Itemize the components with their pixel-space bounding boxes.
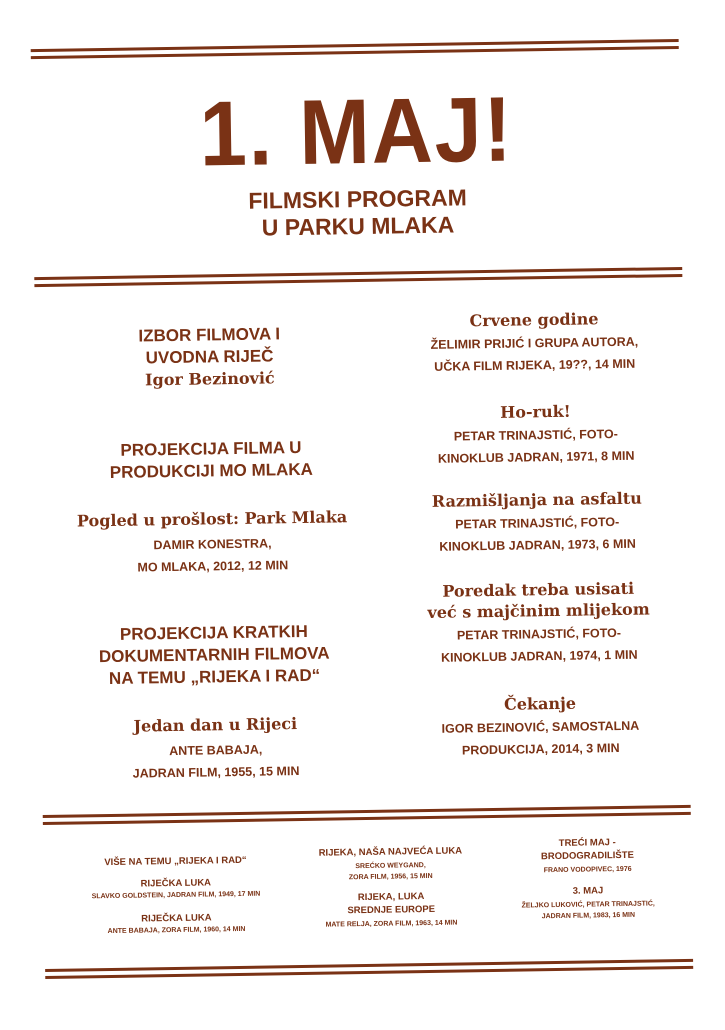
bottom-film-credits: SREĆKO WEYGAND, bbox=[355, 862, 426, 871]
film-credits: PETAR TRINAJSTIĆ, FOTO- bbox=[456, 625, 622, 643]
intro-heading-line: UVODNA RIJEČ bbox=[145, 346, 274, 368]
subtitle-line: U PARKU MLAKA bbox=[261, 211, 455, 241]
upper-double-rule bbox=[34, 267, 682, 287]
section-heading-line: PROJEKCIJA FILMA U bbox=[120, 437, 302, 460]
film-credits: ŽELIMIR PRIJIĆ I GRUPA AUTORA, bbox=[430, 334, 639, 352]
bottom-film-credits: MATE RELJA, ZORA FILM, 1963, 14 MIN bbox=[325, 919, 458, 929]
bottom-heading: VIŠE NA TEMU „RIJEKA I RAD“ bbox=[104, 854, 247, 869]
film-title: Crvene godine bbox=[469, 309, 599, 331]
film-credits: MO MLAKA, 2012, 12 MIN bbox=[137, 558, 289, 575]
film-credits: IGOR BEZINOVIĆ, SAMOSTALNA bbox=[441, 718, 640, 736]
bottom-film-title: RIJEČKA LUKA bbox=[140, 877, 212, 890]
bottom-col-1 bbox=[75, 853, 276, 937]
film-ho-ruk bbox=[386, 399, 685, 471]
film-credits: PETAR TRINAJSTIĆ, FOTO- bbox=[455, 514, 620, 532]
bottom-film-credits: ŽELJKO LUKOVIĆ, PETAR TRINAJSTIĆ, bbox=[521, 900, 655, 910]
intro-block bbox=[59, 322, 360, 392]
film-credits: KINOKLUB JADRAN, 1974, 1 MIN bbox=[440, 647, 638, 665]
bottom-film-title: SREDNJE EUROPE bbox=[347, 903, 436, 917]
bottom-film-credits: SLAVKO GOLDSTEIN, JADRAN FILM, 1949, 17 MIN bbox=[91, 890, 261, 901]
film-title: Ho-ruk! bbox=[499, 401, 571, 422]
section-mo-mlaka bbox=[61, 436, 362, 485]
film-title: Razmišljanja na asfaltu bbox=[431, 488, 642, 511]
bottom-film-credits: ZORA FILM, 1956, 15 MIN bbox=[348, 872, 433, 882]
film-credits: DAMIR KONESTRA, bbox=[153, 536, 272, 553]
film-pogled-u-proslost bbox=[62, 506, 363, 580]
film-jedan-dan-u-rijeci bbox=[65, 712, 366, 786]
film-credits: ANTE BABAJA, bbox=[169, 742, 263, 759]
intro-heading-line: IZBOR FILMOVA I bbox=[138, 324, 281, 346]
top-double-rule bbox=[31, 39, 679, 59]
bottom-film-title: TREĆI MAJ - bbox=[558, 837, 616, 849]
film-credits: KINOKLUB JADRAN, 1971, 8 MIN bbox=[437, 448, 635, 466]
intro-name: Igor Bezinović bbox=[144, 368, 275, 390]
film-credits: PRODUKCIJA, 2014, 3 MIN bbox=[461, 740, 620, 758]
film-title: Jedan dan u Rijeci bbox=[133, 714, 298, 736]
film-title: Pogled u prošlost: Park Mlaka bbox=[76, 507, 348, 531]
subtitle-line: FILMSKI PROGRAM bbox=[248, 184, 468, 214]
section-rijeka-i-rad bbox=[64, 620, 365, 691]
section-heading-line: PROJEKCIJA KRATKIH bbox=[119, 621, 309, 644]
film-credits: KINOKLUB JADRAN, 1973, 6 MIN bbox=[439, 536, 636, 554]
bottom-film-title: RIJEKA, NAŠA NAJVEĆA LUKA bbox=[318, 845, 463, 859]
film-credits: JADRAN FILM, 1955, 15 MIN bbox=[132, 764, 300, 781]
film-razmisljanja-na-asfaltu bbox=[388, 487, 687, 559]
film-poredak-treba-usisati bbox=[389, 577, 688, 670]
poster-title: 1. MAJ! bbox=[198, 78, 515, 186]
film-credits: UČKA FILM RIJEKA, 19??, 14 MIN bbox=[434, 356, 636, 374]
poster-subtitle bbox=[0, 180, 721, 245]
lower-double-rule bbox=[43, 805, 691, 825]
bottom-col-3 bbox=[497, 835, 678, 923]
bottom-film-title: BRODOGRADILIŠTE bbox=[540, 849, 634, 863]
film-credits: PETAR TRINAJSTIĆ, FOTO- bbox=[453, 426, 618, 444]
section-heading-line: NA TEMU „RIJEKA I RAD“ bbox=[108, 665, 321, 689]
bottom-col-2 bbox=[295, 844, 486, 931]
bottom-film-title: RIJEKA, LUKA bbox=[357, 891, 425, 904]
film-title: već s majčinim mlijekom bbox=[427, 599, 650, 622]
bottom-film-credits: FRANO VODOPIVEC, 1976 bbox=[543, 865, 632, 875]
bottom-double-rule bbox=[45, 959, 693, 979]
bottom-film-title: 3. MAJ bbox=[572, 885, 604, 897]
film-title: Poredak treba usisati bbox=[442, 578, 635, 601]
section-heading-line: PRODUKCIJI MO MLAKA bbox=[109, 459, 314, 482]
bottom-film-credits: JADRAN FILM, 1983, 16 MIN bbox=[541, 911, 636, 921]
bottom-film-credits: ANTE BABAJA, ZORA FILM, 1960, 14 MIN bbox=[107, 925, 246, 936]
film-crvene-godine bbox=[385, 307, 684, 379]
film-cekanje bbox=[391, 691, 690, 763]
section-heading-line: DOKUMENTARNIH FILMOVA bbox=[98, 643, 330, 667]
film-title: Čekanje bbox=[503, 693, 577, 714]
bottom-film-title: RIJEČKA LUKA bbox=[141, 912, 212, 925]
